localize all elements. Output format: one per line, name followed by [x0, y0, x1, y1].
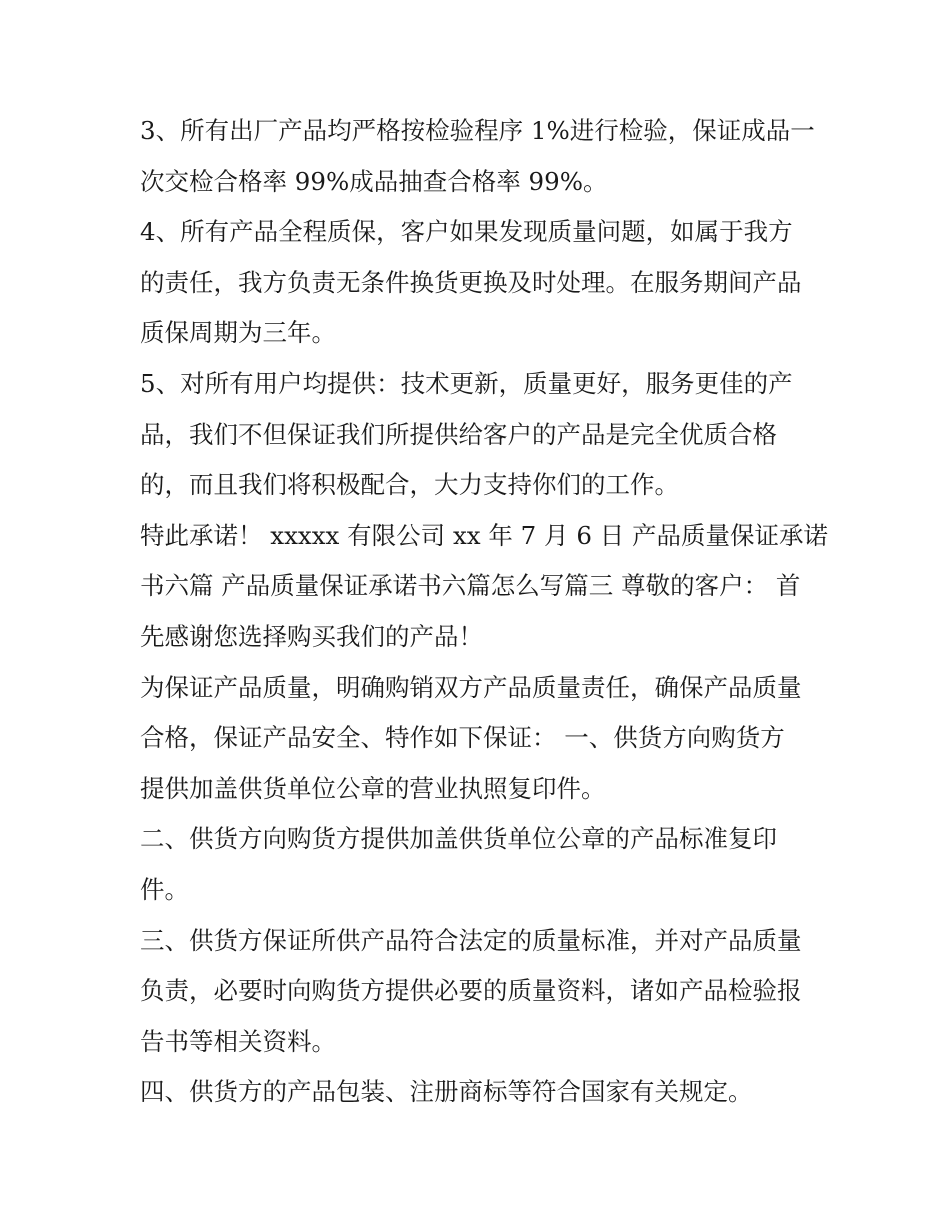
text-line: 件。 — [140, 874, 189, 904]
text-line: 四、供货方的产品包装、注册商标等符合国家有关规定。 — [140, 1077, 753, 1107]
text-line: 质保周期为三年。 — [140, 318, 336, 348]
text-line: 二、供货方向购货方提供加盖供货单位公章的产品标准复印 — [140, 824, 777, 854]
text-line: 书六篇 产品质量保证承诺书六篇怎么写篇三 尊敬的客户： 首 — [140, 571, 801, 601]
text-line: 5、对所有用户均提供：技术更新，质量更好，服务更佳的产 — [140, 368, 793, 398]
text-line: 的，而且我们将积极配合，大力支持你们的工作。 — [140, 470, 679, 500]
text-line: 的责任，我方负责无条件换货更换及时处理。在服务期间产品 — [140, 267, 802, 297]
text-line: 负责，必要时向购货方提供必要的质量资料，诸如产品检验报 — [140, 976, 802, 1006]
text-line: 为保证产品质量，明确购销双方产品质量责任，确保产品质量 — [140, 672, 802, 702]
text-line: 4、所有产品全程质保，客户如果发现质量问题，如属于我方 — [140, 217, 793, 247]
text-line: 先感谢您选择购买我们的产品！ — [140, 621, 483, 651]
text-line: 合格，保证产品安全、特作如下保证： 一、供货方向购货方 — [140, 723, 785, 753]
text-line: 次交检合格率 99%成品抽查合格率 99%。 — [140, 166, 608, 196]
text-line: 特此承诺！ xxxxx 有限公司 xx 年 7 月 6 日 产品质量保证承诺 — [140, 520, 828, 550]
text-line: 3、所有出厂产品均严格按检验程序 1%进行检验，保证成品一 — [140, 116, 815, 145]
text-line: 提供加盖供货单位公章的营业执照复印件。 — [140, 773, 606, 803]
text-line: 品，我们不但保证我们所提供给客户的产品是完全优质合格 — [140, 419, 777, 449]
text-line: 三、供货方保证所供产品符合法定的质量标准，并对产品质量 — [140, 925, 802, 955]
document-body-text — [140, 106, 828, 1118]
text-line: 告书等相关资料。 — [140, 1026, 336, 1056]
